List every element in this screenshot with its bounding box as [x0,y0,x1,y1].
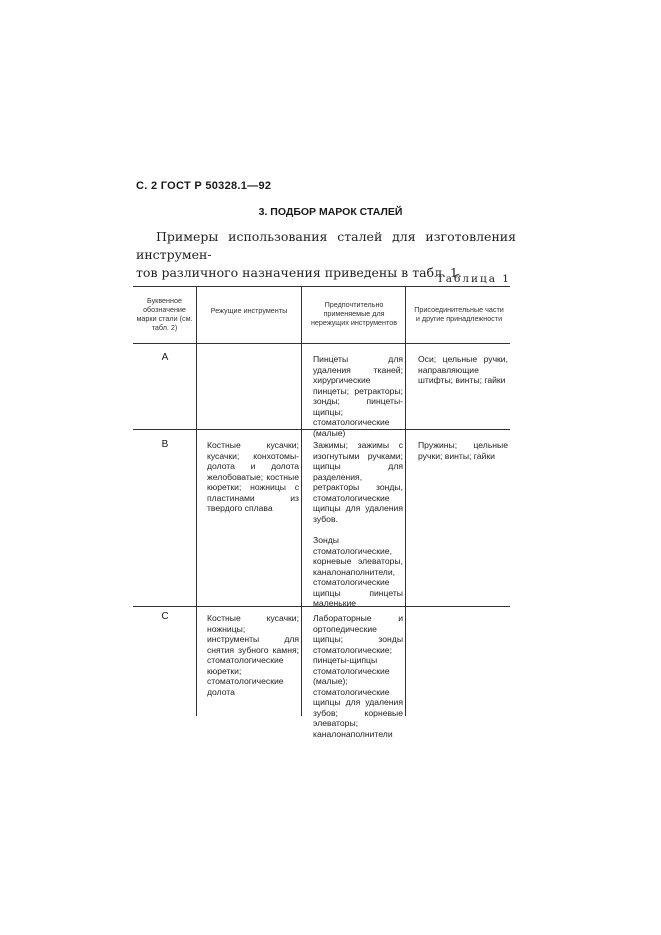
row-c-cutting: Костные кусачки; ножницы; инструменты для снятия зубного камня; стоматологические кюретки; стоматологические долота [207,613,299,697]
row-b-noncutting [313,440,403,609]
header-col-grade: Буквенное обозначение марки стали (см. табл. 2) [136,296,193,332]
col-divider-1a [196,286,197,429]
intro-line-1: Примеры использования сталей для изготовления инструмен- [136,229,516,262]
page-header: С. 2 ГОСТ Р 50328.1—92 [136,180,272,192]
row-a-noncutting: Пинцеты для удаления тканей; хирургические пинцеты; ретракторы; зонды; пинцеты-щипцы; стоматологические (малые) [313,354,403,438]
table-top-rule [133,286,510,287]
row-c-mark: C [161,611,169,622]
row-b-noncutting-part-2: Зонды стоматологические, корневые элеваторы, каналонаполнители, стоматологические щипцы пинцеты маленькие [313,535,403,608]
header-bottom-rule [133,343,510,344]
col-divider-1b [196,429,197,606]
row-b-noncutting-part-1: Зажимы; зажимы с изогнутыми ручками; щипцы для разделения, ретракторы зонды, стоматологические щипцы для удаления зубов. [313,440,403,524]
intro-line-2: тов различного назначения приведены в табл. 1. [136,265,462,280]
row-a-accessories: Оси; цельные ручки, направляющие штифты; винты; гайки [418,354,508,385]
row-b-cutting: Костные кусачки; кусачки; конхотомы-долота и долота желобоватые; костные кюретки; ножницы с пластинами из твердого сплава [207,440,299,513]
table-caption: Таблица 1 [436,273,511,285]
section-title: 3. ПОДБОР МАРОК СТАЛЕЙ [258,206,403,218]
row-b-mark: B [161,439,169,450]
row-a-mark: A [161,352,169,363]
col-divider-2 [301,286,302,716]
col-divider-3 [405,286,406,716]
row-c-noncutting: Лабораторные и ортопедические щипцы; зонды стоматологические; пинцеты-щипцы стоматологические (малые); стоматологические щипцы для удаления зубов; корневые элеваторы; каналонаполнители [313,613,403,739]
row-b-accessories: Пружины; цельные ручки; винты; гайки [418,440,508,461]
col-divider-1c [196,606,197,716]
header-col-cutting: Режущие инструменты [210,306,288,315]
header-col-accessories: Присоединительные части и другие принадлежности [414,305,504,323]
header-col-noncutting: Предпочтительно применяемые для нережущих инструментов [310,300,398,327]
